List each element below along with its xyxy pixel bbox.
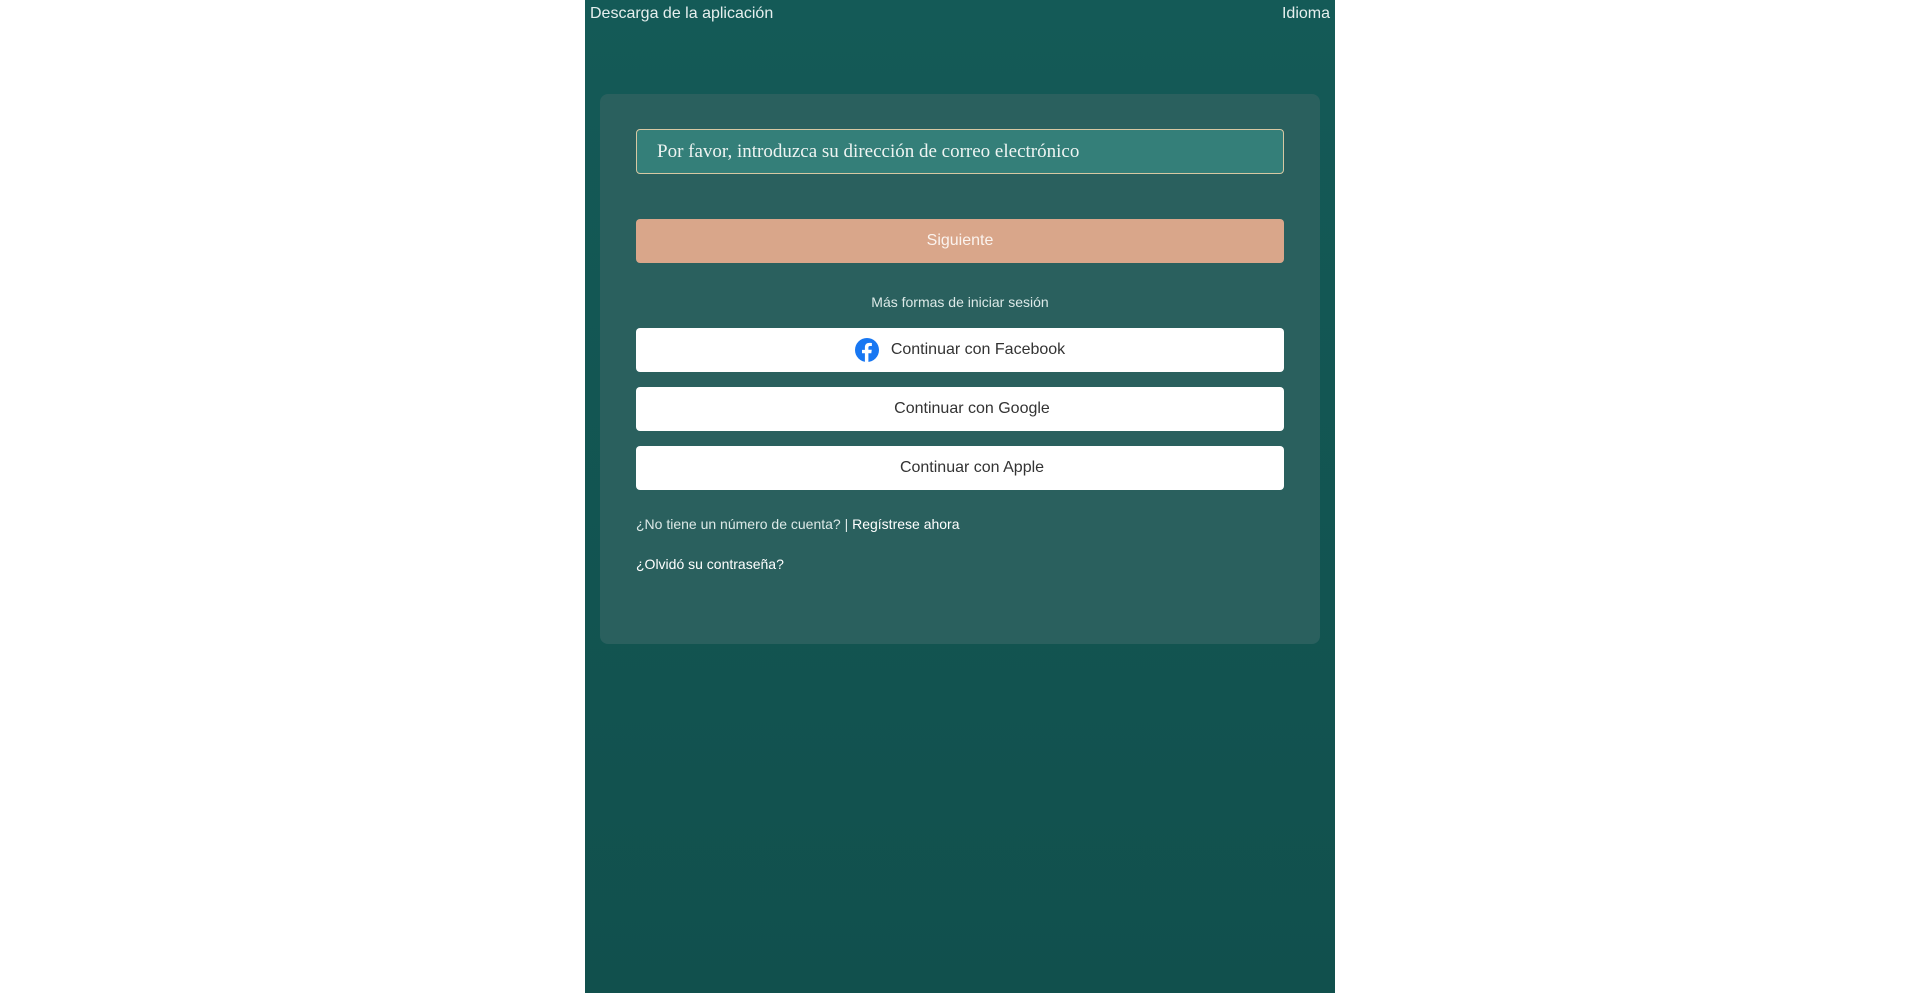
email-input[interactable] — [636, 129, 1284, 174]
app-column — [585, 0, 1335, 993]
continue-google-button[interactable] — [636, 387, 1284, 431]
register-prompt — [636, 516, 960, 532]
forgot-password-link[interactable]: ¿Olvidó su contraseña? — [636, 556, 784, 572]
facebook-icon — [855, 338, 879, 362]
login-card — [600, 94, 1320, 644]
register-link[interactable]: Regístrese ahora — [852, 516, 960, 532]
no-account-text: ¿No tiene un número de cuenta? | — [636, 516, 853, 532]
more-login-options-label: Más formas de iniciar sesión — [871, 294, 1049, 310]
apple-button-label: Continuar con Apple — [899, 459, 1045, 476]
facebook-button-label: Continuar con Facebook — [890, 341, 1066, 358]
continue-facebook-button[interactable] — [636, 328, 1284, 372]
language-link[interactable]: Idioma — [1281, 5, 1330, 22]
google-button-label: Continuar con Google — [894, 400, 1050, 417]
next-button[interactable]: Siguiente — [636, 219, 1284, 263]
continue-apple-button[interactable] — [636, 446, 1284, 490]
download-app-link[interactable]: Descarga de la aplicación — [590, 5, 774, 22]
topbar — [585, 0, 1335, 28]
